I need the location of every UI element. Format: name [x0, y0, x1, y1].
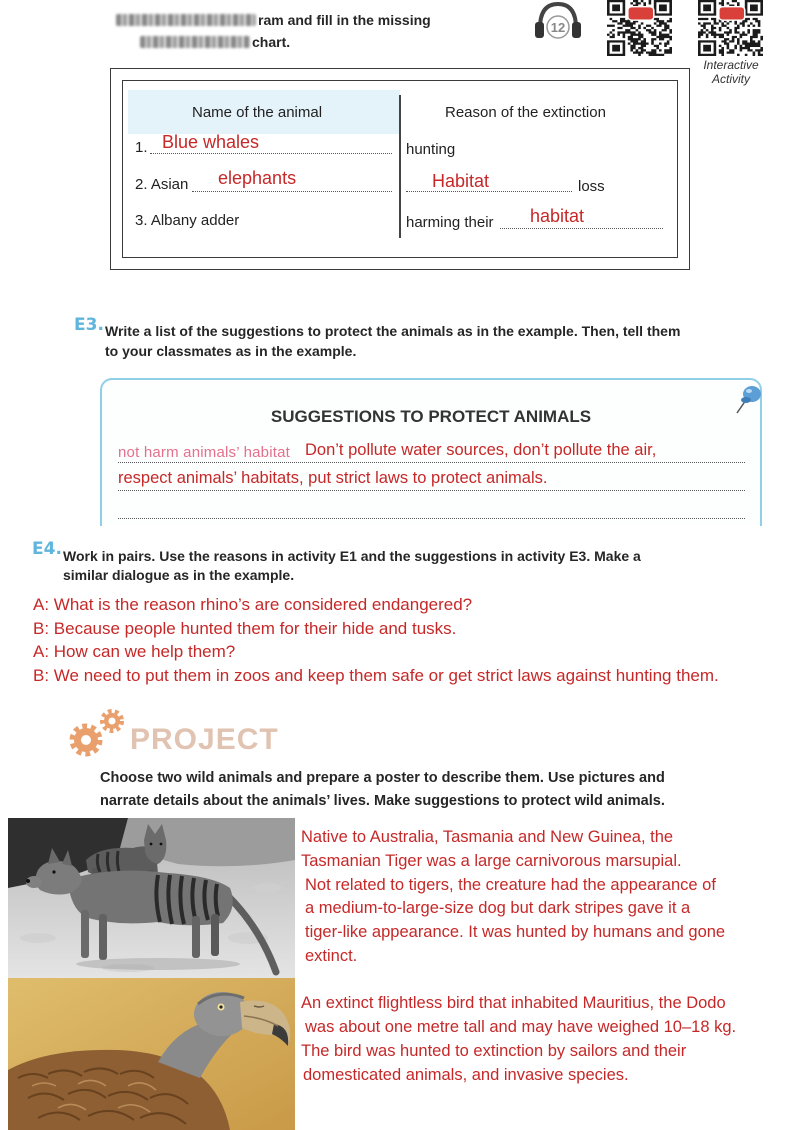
small-gear-icon [103, 712, 121, 730]
poster-line: domesticated animals, and invasive species. [303, 1066, 629, 1084]
poster-line: extinct. [305, 946, 358, 965]
answer-text: Habitat [432, 171, 490, 191]
large-gear-icon [73, 727, 99, 753]
poster-line: Native to Australia, Tasmania and New Guinea, the [301, 828, 674, 846]
qr-code-icon[interactable] [698, 0, 763, 56]
instruction-line-1: ram and fill in the missing [258, 12, 431, 28]
row-label: 2. Asian [135, 176, 189, 193]
gears-icon [66, 704, 130, 760]
suggestion-example: not harm animals’ habitat [118, 444, 291, 461]
suggestions-title: SUGGESTIONS TO PROTECT ANIMALS [270, 407, 592, 426]
exercise-e4-label: E4. [32, 539, 62, 559]
reason-text: hunting [406, 141, 456, 158]
project-title: PROJECT [130, 723, 279, 756]
answer-blank[interactable] [150, 153, 392, 154]
suggestion-answer-line-1: Don’t pollute water sources, don’t pollute the air, [305, 441, 657, 459]
project-instruction-line-1: Choose two wild animals and prepare a poster to describe them. Use pictures and [100, 770, 665, 786]
answer-text: elephants [218, 168, 297, 188]
answer-blank[interactable] [500, 228, 663, 229]
column-divider [399, 95, 401, 238]
qr-finder-pattern [612, 45, 620, 52]
illegible-instruction-text [116, 14, 256, 26]
answer-blank[interactable] [406, 191, 572, 192]
tasmanian-tiger-photo [8, 818, 295, 978]
writing-line[interactable] [118, 518, 745, 519]
column-header-reason: Reason of the extinction [445, 104, 606, 121]
reason-suffix: loss [578, 178, 605, 195]
poster-line: was about one metre tall and may have weighed 10–18 kg. [305, 1018, 737, 1036]
dialogue [33, 593, 719, 688]
audio-track-number: 12 [550, 20, 566, 35]
dialogue-line: A: What is the reason rhino’s are considered endangered? [33, 595, 473, 614]
qr-code-icon[interactable] [607, 0, 672, 56]
poster-text-tasmanian-tiger [301, 826, 725, 969]
reason-text: harming their [406, 214, 494, 231]
dialogue-line: B: Because people hunted them for their hide and tusks. [33, 618, 457, 638]
qr-finder-pattern [703, 45, 711, 52]
column-header-name: Name of the animal [192, 104, 323, 121]
row-label: 3. Albany adder [135, 212, 240, 229]
illegible-instruction-text [140, 36, 250, 48]
poster-line: An extinct flightless bird that inhabited Mauritius, the Dodo [301, 994, 726, 1012]
answer-text: habitat [530, 206, 585, 226]
answer-text: Blue whales [162, 132, 260, 152]
app-logo-badge [628, 7, 654, 20]
dialogue-line: B: We need to put them in zoos and keep them safe or get strict laws against hunting them. [33, 666, 719, 686]
dialogue-line: A: How can we help them? [33, 642, 236, 662]
poster-line: tiger-like appearance. It was hunted by humans and gone [305, 923, 726, 942]
audio-track-headphones-icon[interactable] [532, 0, 584, 42]
writing-line[interactable] [118, 490, 745, 491]
suggestion-answer-line-2: respect animals’ habitats, put strict laws to protect animals. [118, 469, 548, 487]
exercise-e3-label: E3. [74, 315, 104, 335]
qr-finder-pattern [659, 4, 667, 11]
exercise-e3-instruction-line-2: to your classmates as in the example. [105, 343, 357, 359]
answer-blank[interactable] [192, 191, 392, 192]
poster-line: Tasmanian Tiger was a large carnivorous marsupial. [301, 851, 682, 870]
poster-text-dodo [301, 991, 736, 1087]
exercise-e4-instruction-line-2: similar dialogue as in the example. [63, 567, 295, 583]
exercise-e4-instruction-line-1: Work in pairs. Use the reasons in activity E1 and the suggestions in activity E3. Make a [63, 548, 641, 564]
qr-finder-pattern [612, 4, 620, 11]
qr-caption [695, 58, 767, 86]
exercise-e3-instruction-line-1: Write a list of the suggestions to protect the animals as in the example. Then, tell them [105, 323, 681, 339]
writing-line[interactable] [118, 462, 745, 463]
poster-line: The bird was hunted to extinction by sailors and their [301, 1042, 687, 1060]
poster-line: a medium-to-large-size dog but dark stripes gave it a [305, 899, 691, 918]
instruction-line-2: chart. [252, 34, 291, 50]
qr-caption-line-2: Activity [711, 72, 750, 86]
project-instruction-line-2: narrate details about the animals’ lives. Make suggestions to protect wild animals. [100, 793, 665, 809]
dodo-illustration [8, 978, 295, 1130]
qr-finder-pattern [703, 4, 711, 11]
qr-caption-line-1: Interactive [703, 58, 759, 72]
poster-line: Not related to tigers, the creature had the appearance of [305, 875, 716, 894]
qr-finder-pattern [750, 4, 758, 11]
app-logo-badge [719, 7, 745, 20]
row-label: 1. [135, 139, 148, 156]
